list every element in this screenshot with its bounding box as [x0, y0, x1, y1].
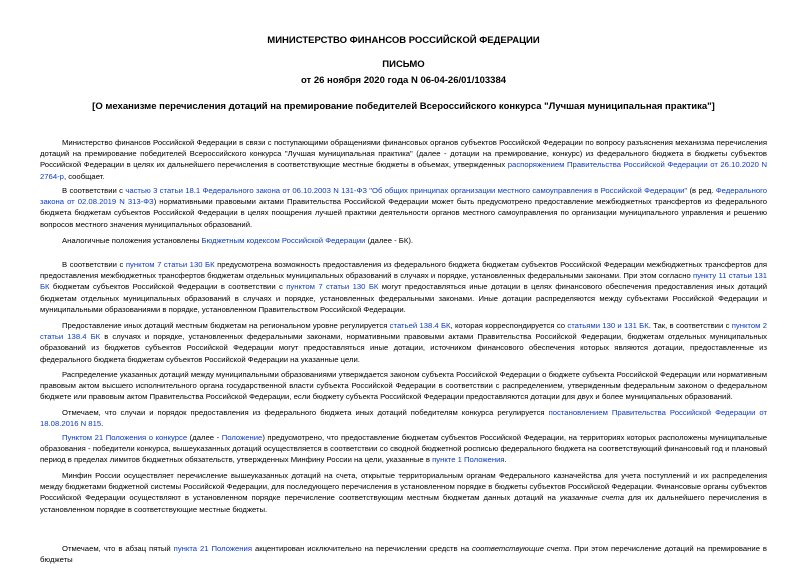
text: могут предоставляться иные дотации в целях финансового обеспечения предоставления иных дотаций бюджетам отдельных муниципальных образований в случаях и порядке, установленных федеральными законами. Иные дотации распределяются между субъектами Российской Федерации и муниципальными образованиями в порядке, установленном Правительством Российской Федерации. — [40, 282, 767, 314]
text: акцентирован исключительно на перечислении средств на — [252, 544, 473, 553]
link-bk-131-11[interactable]: пункту 11 статьи 131 БК — [40, 271, 768, 292]
document-date-number: от 26 ноября 2020 года N 06-04-26/01/103384 — [300, 75, 507, 86]
text: (далее - БК). — [365, 236, 414, 245]
paragraph-8 — [40, 432, 767, 466]
text: ) предусмотрено, что предоставление бюджетам субъектов Российской Федерации, на территориях которых расположены муниципальные образования - победители конкурса, вышеуказанных дотаций осуществляется в соответствии со сводной бюджетной росписью федерального бюджета на соответствующий финансовый год и плановый период в пределах лимитов бюджетных обязательств, утвержденных Минфину России на цели, указанные в — [40, 433, 767, 465]
link-bk-130-131[interactable]: статьями 130 и 131 БК — [567, 321, 649, 330]
italic-text: указанные счета — [559, 493, 624, 503]
link-fz-313[interactable]: Федерального закона от 02.08.2019 N 313-ФЗ — [40, 186, 768, 207]
paragraph-9 — [40, 470, 767, 515]
text: Минфин России осуществляет перечисление вышеуказанных дотаций на счета, открытые территориальным органам Федерального казначейства для учета поступлений и их распределения между бюджетами бюджетной системы Российской Федерации, для последующего перечисления в установленном порядке в бюджеты субъектов Российской Федерации. Финансовые органы субъектов Российской Федерации осуществляют в установленном порядке перечисление соответствующим местным бюджетам данных дотаций на — [40, 471, 767, 503]
text: для их дальнейшего перечисления в установленном порядке в соответствующие местные бюджеты. — [40, 493, 767, 514]
paragraph-5 — [40, 320, 767, 365]
link-polozhenie[interactable]: Положение — [221, 433, 263, 442]
link-postanovlenie-815[interactable]: постановлением Правительства Российской Федерации от 18.08.2016 N 815 — [40, 408, 767, 429]
link-bk-130-7[interactable]: пунктом 7 статьи 130 БК — [125, 260, 215, 269]
text: Распределение указанных дотаций между муниципальными образованиями утверждается законом субъекта Российской Федерации о бюджете субъекта Российской Федерации или нормативным правовым актом высшего исполнительного органа государственной власти субъекта Российской Федерации в соответствии с распределением, утвержденным федеральным законом о федеральном бюджете или правовым актом Правительства Российской Федерации, если бюджету субъекта Российской Федерации предоставляются дотации для двух и более муниципальных образований. — [40, 370, 767, 402]
link-polozhenie-p1[interactable]: пункте 1 Положения — [432, 455, 505, 465]
text: , которая корреспондируется со — [450, 321, 568, 330]
document-type: ПИСЬМО — [382, 59, 425, 70]
text: Отмечаем, что в абзац пятый — [62, 544, 174, 553]
text: предусмотрена возможность предоставления из федерального бюджета бюджетам субъектов Российской Федерации межбюджетных трансфертов для предоставления межбюджетных трансфертов бюджетам отдельных муниципальных образований в случаях и порядке, установленных федеральными законами. При этом согласно — [40, 260, 767, 281]
text: ) нормативными правовыми актами Правительства Российской Федерации может быть предусмотрено предоставление межбюджетных трансфертов из федерального бюджета бюджетам субъектов Российской Федерации в целях поощрения лучшей практики деятельности органов местного самоуправления по организации муниципального управления и решению вопросов местного значения муниципальных образований. — [40, 197, 767, 229]
link-fz-131-art-18-1[interactable]: частью 3 статьи 18.1 Федерального закона от 06.10.2003 N 131-ФЗ "Об общих принципах организации местного самоуправления в Российской Федерации" — [125, 186, 688, 195]
italic-text: соответствующие счета — [472, 544, 570, 553]
paragraph-3 — [40, 235, 767, 246]
text: (далее - — [187, 433, 222, 442]
text: . Так, в соответствии с — [648, 321, 732, 330]
paragraph-4 — [40, 259, 767, 315]
text: . — [504, 455, 507, 465]
text: Отмечаем, что случаи и порядок предоставления из федерального бюджета иных дотаций победителям конкурса регулируется — [62, 408, 549, 417]
ministry-heading: МИНИСТЕРСТВО ФИНАНСОВ РОССИЙСКОЙ ФЕДЕРАЦИИ — [267, 35, 540, 46]
link-polozhenie-p21[interactable]: Пунктом 21 Положения о конкурсе — [62, 433, 188, 442]
text: в случаях и порядке, установленных федеральными законами, нормативными правовыми актами Правительства Российской Федерации, бюджетам отдельных муниципальных образований из бюджетов субъектов Российской Федерации могут предоставляться иные дотации, источником финансового обеспечения которых являются дотации, предоставленные из федерального бюджета бюджетам субъектов Российской Федерации на указанные цели. — [40, 332, 767, 364]
text: Министерство финансов Российской Федерации в связи с поступающими обращениями финансовых органов субъектов Российской Федерации по вопросу разъяснения механизма перечисления дотаций на премирование победителей Всероссийского конкурса "Лучшая муниципальная практика" (далее - дотации на премирование, конкурс) из федерального бюджета в бюджеты субъектов Российской Федерации в целях их дальнейшего перечисления в соответствующие местные бюджеты в объемах, утвержденных — [40, 138, 767, 170]
link-rasporyazhenie-2764[interactable]: распоряжением Правительства Российской Федерации от 26.10.2020 N 2764-р — [40, 160, 767, 181]
text: бюджетам субъектов Российской Федерации в соответствии с — [49, 282, 287, 292]
text: , сообщает. — [63, 171, 105, 181]
paragraph-2 — [40, 185, 767, 230]
text: В соответствии с — [62, 260, 126, 269]
text: Предоставление иных дотаций местным бюджетам на региональном уровне регулируется — [62, 321, 390, 330]
link-bk-130-7-second[interactable]: пунктом 7 статьи 130 БК — [286, 282, 379, 292]
text: . — [101, 419, 104, 429]
paragraph-1 — [40, 137, 767, 182]
paragraph-6 — [40, 369, 767, 403]
link-bk-138-4[interactable]: статьей 138.4 БК — [389, 321, 451, 330]
link-budget-code[interactable]: Бюджетным кодексом Российской Федерации — [201, 236, 366, 245]
text: Аналогичные положения установлены — [62, 236, 202, 245]
text: В соответствии с — [62, 186, 126, 195]
link-polozhenie-p21-second[interactable]: пункта 21 Положения — [173, 544, 253, 553]
text: . При этом перечисление дотаций на премирование в бюджеты — [40, 544, 768, 565]
document-subject: [О механизме перечисления дотаций на премирование победителей Всероссийского конкурса "Лучшая муниципальная практика"] — [92, 101, 715, 112]
link-bk-138-4-2[interactable]: пунктом 2 статьи 138.4 БК — [40, 321, 767, 342]
paragraph-10 — [40, 543, 767, 565]
text: (в ред. — [687, 186, 716, 195]
paragraph-7 — [40, 407, 767, 429]
